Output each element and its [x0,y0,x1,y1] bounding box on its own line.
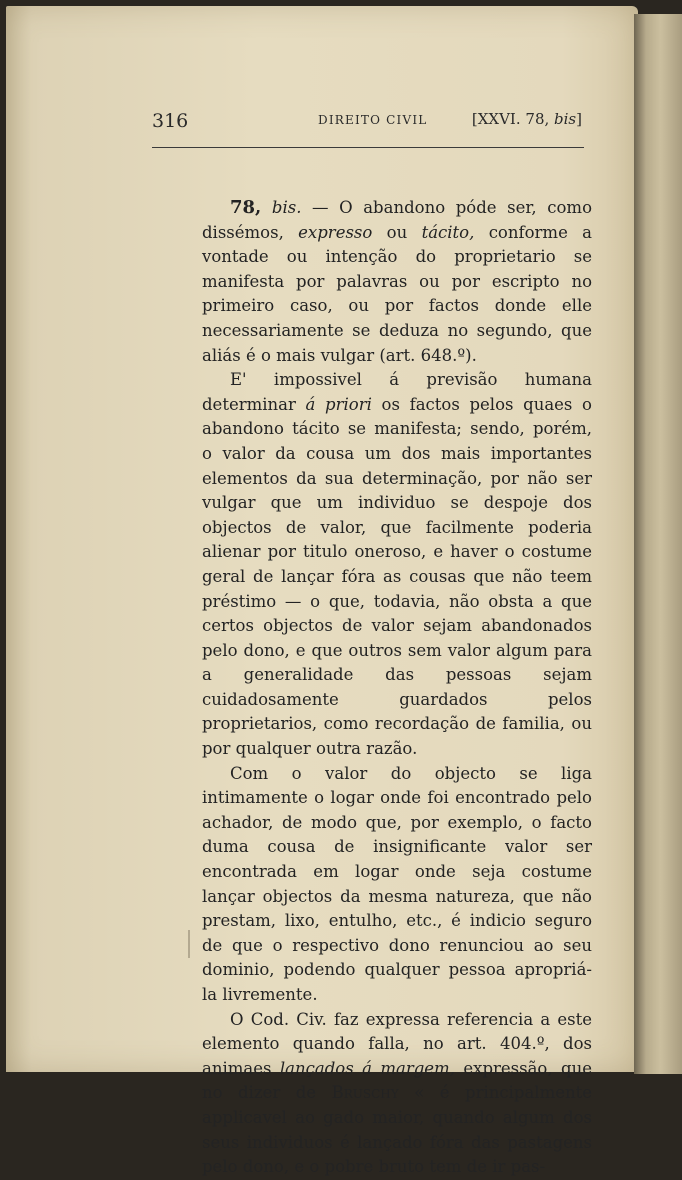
body-text [202,196,592,1180]
paragraph-4 [202,1008,592,1180]
p1-text-1: — O abandono póde ser, como dissémos, [202,198,592,242]
p1-text-3: conforme a vontade ou intenção do proprietario se manifesta por palavras ou por escripto no primeiro caso, ou por factos donde elle necessariamente se deduza no segundo, que aliás é o mais vulgar (art. 648.º). [202,222,593,365]
p1-text-2: ou [372,222,422,242]
header-rule [152,147,584,148]
section-reference [472,110,582,128]
author-bruschy: Bruschy [331,1083,399,1103]
p4-text-1: O Cod. Civ. faz expressa referencia a este elemento quando falla, no art. 404.º, dos animaes [202,1009,592,1078]
paragraph-2 [202,368,592,762]
running-title: DIREITO CIVIL [318,113,428,127]
p2-text-1: E' impossivel á previsão humana determinar [202,370,592,414]
paragraph-1 [202,196,592,368]
term-tacito: tácito, [421,222,475,242]
section-ref-open: [XXVI. [471,110,526,128]
page-header [152,104,584,134]
section-ref-num: 78, [525,110,555,128]
p4-text-3: « é principalmente applicavel ao gado maior, quando algum dos seus individuos é lançado fóra das pastagens pelo dono, e o pobre bruto tem de ir pas- [202,1083,592,1177]
p3-text: Com o valor do objecto se liga intimamente o logar onde foi encontrado pelo achador, de modo que, por exemplo, o facto duma cousa de insignificante valor ser encontrada em logar onde seja costume lançar objectos da mesma natureza, que não prestam, lixo, entulho, etc., é indicio seguro de que o respectivo dono renunciou ao seu dominio, podendo qualquer pessoa apropriá-la livremente. [202,763,592,1004]
margin-pencil-mark [188,930,190,958]
p4-text-2: expressão, que no dizer de [202,1058,592,1103]
term-expresso: expresso [298,222,373,242]
term-a-priori: á priori [305,394,372,414]
section-bis: bis. [271,198,302,217]
page-number: 316 [152,110,189,132]
term-lancados: lançados á margem, [279,1058,455,1078]
paragraph-3 [202,762,592,1008]
section-ref-bis: bis [554,110,577,128]
page-edge [634,14,682,1074]
section-ref-close: ] [576,110,582,128]
p2-text-2: os factos pelos quaes o abandono tácito se manifesta; sendo, porém, o valor da cousa um dos mais importantes elementos da sua determinação, por não ser vulgar que um individuo se despoje dos objectos de valor, que facilmente poderia alienar por titulo oneroso, e haver o costume geral de lançar fóra as cousas que não teem préstimo — o que, todavia, não obsta a que certos objectos de valor sejam abandonados pelo dono, e que outros sem valor algum para a generalidade das pessoas sejam cuidadosamente guardados pelos proprietarios, como recordação de familia, ou por qualquer outra razão. [202,394,592,759]
section-number: 78, [230,197,262,218]
